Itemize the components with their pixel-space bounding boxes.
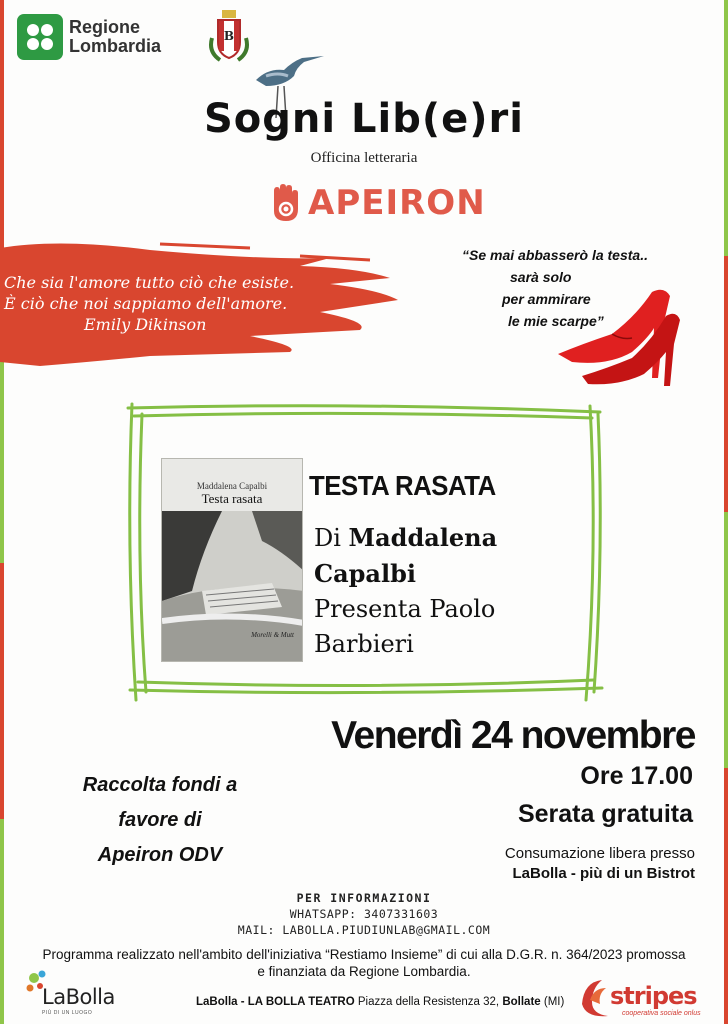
labolla-tagline: PIÙ DI UN LUOGO	[42, 1010, 93, 1016]
event-author-line	[314, 520, 564, 556]
event-presenter-line1: Presenta Paolo	[314, 595, 496, 623]
regione-lombardia-logo	[17, 14, 161, 60]
book-cover	[161, 458, 303, 662]
svg-text:B: B	[223, 29, 235, 43]
apeiron-logo	[268, 183, 486, 223]
fundraising-note	[60, 768, 260, 873]
dickinson-line2: È ciò che noi sappiamo dell'amore.	[4, 294, 288, 313]
consumption-venue: LaBolla - più di un Bistrot	[512, 865, 695, 882]
sogni-liberi-title: Sogni Lib(e)ri	[204, 96, 524, 142]
address-province: (MI)	[540, 996, 565, 1008]
event-presenter-line2: Barbieri	[314, 630, 414, 658]
stripes-tagline: cooperativa sociale onlus	[622, 1010, 701, 1017]
book-publisher: Morelli & Mutt	[251, 631, 294, 639]
dickinson-quote	[4, 272, 304, 335]
fundraising-line2: favore di	[118, 809, 202, 831]
book-cover-photo	[162, 511, 303, 662]
consumption-text: Consumazione libera presso	[504, 845, 695, 862]
address-city: Bollate	[502, 996, 541, 1008]
program-line2: e finanziata da Regione Lombardia.	[257, 964, 471, 979]
book-cover-author: Maddalena Capalbi	[196, 481, 268, 491]
event-entry: Serata gratuita	[517, 800, 693, 828]
officina-subtitle: Officina letteraria	[310, 150, 418, 166]
labolla-logo: LaBolla	[42, 985, 115, 1009]
shoe-quote-line2: sarà solo	[510, 269, 572, 285]
shoe-quote-line4: le mie scarpe”	[508, 313, 604, 329]
venue-address	[196, 996, 564, 1008]
event-author-last-line	[314, 556, 564, 592]
contact-mail: MAIL: LABOLLA.PIUDIUNLAB@GMAIL.COM	[237, 923, 491, 937]
regione-lombardia-text	[69, 18, 161, 56]
event-consumption	[505, 844, 695, 884]
contact-heading: PER INFORMAZIONI	[296, 891, 432, 905]
dickinson-author: Emily Dikinson	[84, 315, 207, 334]
contact-info	[0, 890, 728, 938]
contact-whatsapp: WHATSAPP: 3407331603	[289, 907, 439, 921]
regione-lombardia-icon	[17, 14, 63, 60]
regione-line2: Lombardia	[69, 36, 162, 56]
apeiron-hand-icon	[268, 183, 304, 223]
event-by-prefix: Di	[314, 524, 349, 552]
event-title: TESTA RASATA	[309, 470, 496, 501]
stripes-logo: stripes	[610, 982, 697, 1010]
shoe-quote-line1: “Se mai abbasserò la testa..	[462, 247, 648, 263]
regione-line1: Regione	[69, 17, 141, 37]
apeiron-name: APEIRON	[308, 183, 486, 223]
address-venue: LaBolla - LA BOLLA TEATRO	[196, 996, 355, 1008]
event-author-last: Capalbi	[314, 559, 416, 588]
red-high-heels-icon	[552, 282, 682, 392]
fundraising-line3: Apeiron ODV	[97, 844, 223, 866]
program-line1: Programma realizzato nell'ambito dell'iniziativa “Restiamo Insieme” di cui alla D.G.R. n. 364/2023 promossa	[42, 947, 686, 962]
bollate-crest-icon	[206, 8, 252, 64]
shoe-quote-line3: per ammirare	[502, 291, 591, 307]
fundraising-line1: Raccolta fondi a	[82, 774, 238, 796]
event-time: Ore 17.00	[580, 762, 693, 790]
book-cover-title: Testa rasata	[201, 491, 263, 506]
event-author-first: Maddalena	[348, 523, 498, 552]
event-date: Venerdì 24 novembre	[331, 714, 695, 757]
dickinson-line1: Che sia l'amore tutto ciò che esiste.	[4, 273, 295, 292]
event-details	[314, 520, 564, 662]
address-street: Piazza della Resistenza 32,	[354, 996, 503, 1008]
